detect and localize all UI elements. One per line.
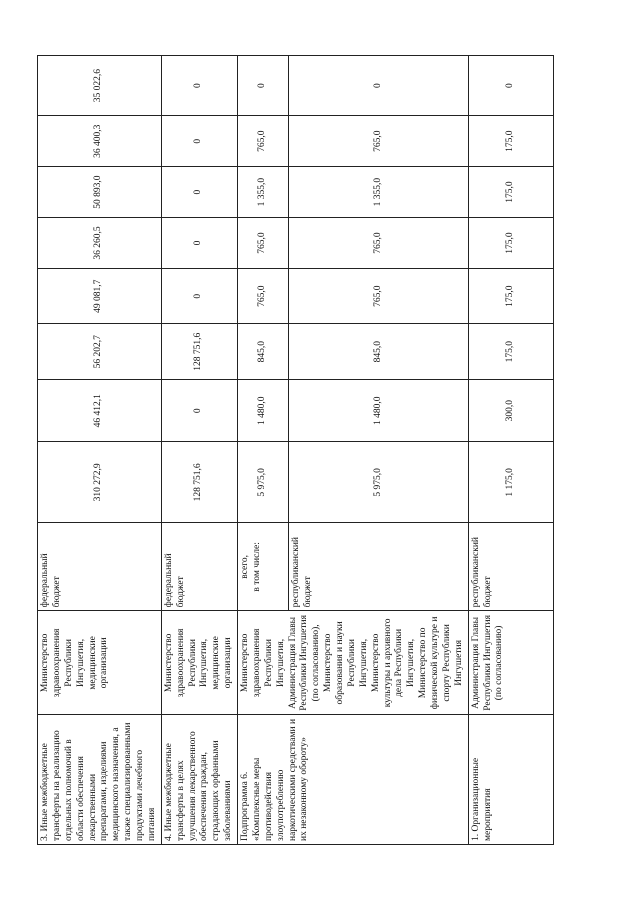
table-row: [468, 56, 553, 845]
value-cell: 46 412,1: [38, 379, 162, 441]
value-cell: 845,0: [238, 324, 289, 380]
value-cell: 175,0: [468, 116, 553, 167]
value-cell: 0: [289, 56, 468, 116]
value-cell: 765,0: [238, 218, 289, 269]
value-cell: 765,0: [289, 218, 468, 269]
value-cell: 1 355,0: [289, 167, 468, 218]
row-executor: Министерство здравоохранения Республики Ингушетия, медицинские организации: [161, 611, 237, 715]
value-cell: 5 975,0: [238, 442, 289, 523]
value-cell: 128 751,6: [161, 324, 237, 380]
value-cell: 49 081,7: [38, 268, 162, 324]
value-cell: 765,0: [238, 268, 289, 324]
row-name: 4. Иные межбюджетные трансферты в целях улучшения лекарственного обеспечения граждан, страдающих орфанными заболеваниями: [161, 715, 237, 845]
table-row: [238, 56, 289, 845]
value-cell: 175,0: [468, 268, 553, 324]
value-cell: 0: [161, 218, 237, 269]
row-source: федеральный бюджет: [161, 523, 237, 611]
value-cell: 5 975,0: [289, 442, 468, 523]
value-cell: 1 480,0: [289, 379, 468, 441]
table-row: [38, 56, 162, 845]
value-cell: 36 400,3: [38, 116, 162, 167]
value-cell: 0: [238, 56, 289, 116]
rotated-page: [37, 55, 515, 845]
row-source: республиканский бюджет: [468, 523, 553, 611]
row-executor: Министерство здравоохранения Республики Ингушетия, медицинские организации: [38, 611, 162, 715]
value-cell: 175,0: [468, 324, 553, 380]
value-cell: 1 175,0: [468, 442, 553, 523]
value-cell: 0: [468, 56, 553, 116]
row-executor: Администрация Главы Республики Ингушетия (по согласованию): [468, 611, 553, 715]
value-cell: 310 272,9: [38, 442, 162, 523]
value-cell: 35 022,6: [38, 56, 162, 116]
row-executor: Министерство здравоохранения Республики Ингушетия, Администрация Главы Республики Ингушетия (по согласованию), Министерство образования и науки Республики Ингушетия, Министерство культуры и архивного дела Республики Ингушетия, Министерство по физической культуре и спорту Республики Ингушетия: [238, 611, 469, 715]
value-cell: 50 893,0: [38, 167, 162, 218]
value-cell: 0: [161, 56, 237, 116]
value-cell: 0: [161, 379, 237, 441]
value-cell: 845,0: [289, 324, 468, 380]
row-name: 1. Организационные мероприятия: [468, 715, 553, 845]
value-cell: 1 480,0: [238, 379, 289, 441]
value-cell: 56 202,7: [38, 324, 162, 380]
budget-table: [37, 55, 554, 845]
value-cell: 0: [161, 116, 237, 167]
value-cell: 175,0: [468, 167, 553, 218]
table-row: [161, 56, 237, 845]
value-cell: 0: [161, 268, 237, 324]
row-source: республиканский бюджет: [289, 523, 468, 611]
value-cell: 128 751,6: [161, 442, 237, 523]
row-name: 3. Иные межбюджетные трансферты на реализацию отдельных полномочий в области обеспечения лекарственными препаратами, изделиями медицинского назначения, а также специализированными продуктами лечебного питания: [38, 715, 162, 845]
value-cell: 1 355,0: [238, 167, 289, 218]
value-cell: 36 260,5: [38, 218, 162, 269]
row-source: федеральный бюджет: [38, 523, 162, 611]
source-incl-label: в том числе:: [251, 542, 262, 592]
source-total-label: всего,: [240, 554, 250, 579]
value-cell: 765,0: [238, 116, 289, 167]
value-cell: 0: [161, 167, 237, 218]
value-cell: 765,0: [289, 268, 468, 324]
value-cell: 765,0: [289, 116, 468, 167]
value-cell: 175,0: [468, 218, 553, 269]
row-name: Подпрограмма 6. «Комплексные меры противодействия злоупотреблению наркотическими средствами и их незаконному обороту»: [238, 715, 469, 845]
row-source-total: [238, 523, 289, 611]
value-cell: 300,0: [468, 379, 553, 441]
